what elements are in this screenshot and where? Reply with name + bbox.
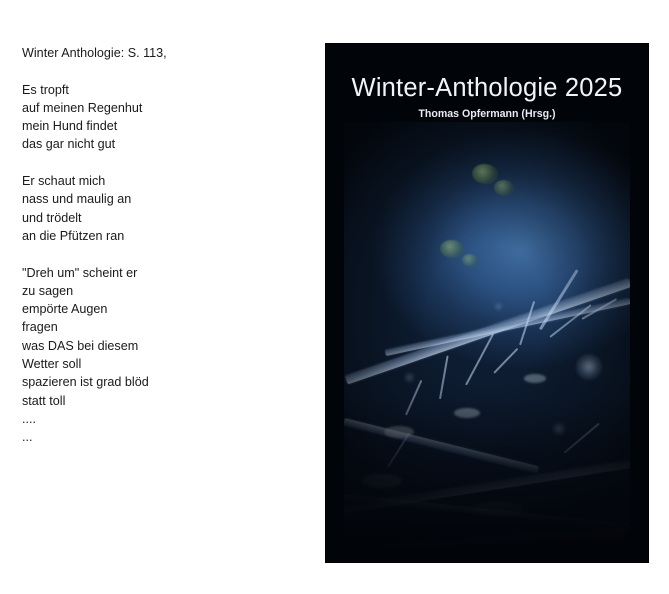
- poem-line: "Dreh um" scheint er: [22, 265, 138, 280]
- poem-line: Wetter soll: [22, 357, 82, 372]
- poem-line: fragen: [22, 320, 58, 335]
- book-cover: [326, 44, 648, 562]
- poem-line-blank: [22, 62, 302, 80]
- winter-branches-photo: [344, 122, 630, 546]
- poem-text-block: [22, 44, 302, 447]
- poem-line: ...: [22, 430, 33, 445]
- poem-line: Winter Anthologie: S. 113,: [22, 46, 167, 60]
- poem-line: und trödelt: [22, 210, 82, 225]
- book-cover-editor: Thomas Opfermann (Hrsg.): [418, 108, 556, 120]
- poem-line: was DAS bei diesem: [22, 338, 139, 353]
- poem-line-blank: [22, 245, 302, 263]
- poem-line: mein Hund findet: [22, 119, 118, 134]
- poem-line: ....: [22, 411, 36, 426]
- book-cover-title: Winter-Anthologie 2025: [351, 74, 623, 102]
- poem-line: auf meinen Regenhut: [22, 100, 143, 115]
- poem-line: das gar nicht gut: [22, 137, 116, 152]
- poem-line: empörte Augen: [22, 302, 108, 317]
- poem-line: an die Pfützen ran: [22, 228, 125, 243]
- poem-line: zu sagen: [22, 283, 74, 298]
- poem-line: Es tropft: [22, 82, 69, 97]
- poem-line: spazieren ist grad blöd: [22, 375, 149, 390]
- photo-bottom-shadow: [344, 396, 630, 546]
- poem-line: statt toll: [22, 393, 66, 408]
- poem-line: Er schaut mich: [22, 174, 106, 189]
- poem-line-blank: [22, 154, 302, 172]
- poem-line: nass und maulig an: [22, 192, 132, 207]
